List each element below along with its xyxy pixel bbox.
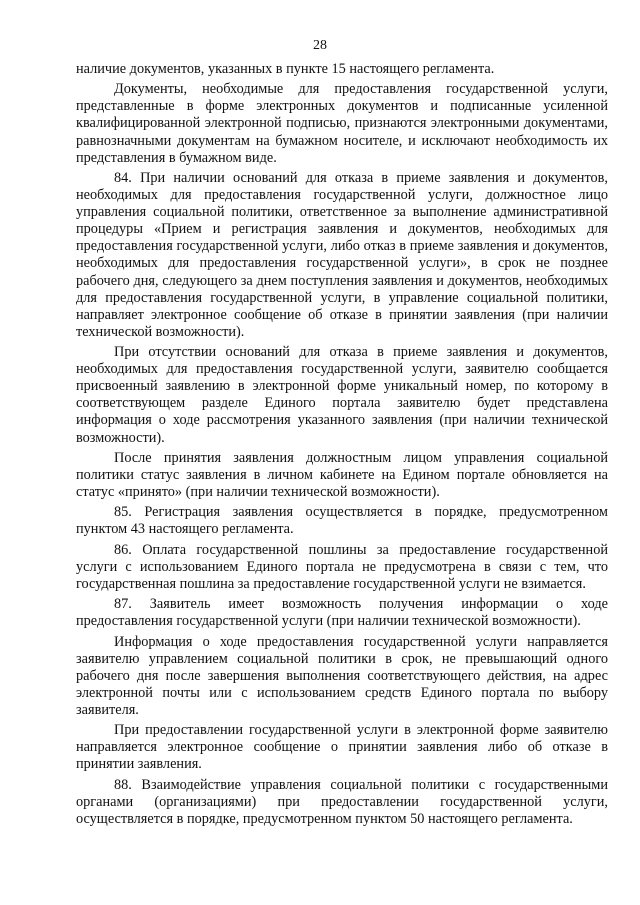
paragraph-status-accepted: После принятия заявления должностным лицом управления социальной политики статус заявления в личном кабинете на Едином портале обновляется на статус «принято» (при наличии технической возможности). bbox=[76, 449, 608, 500]
document-body bbox=[76, 61, 608, 831]
paragraph-electronic-documents: Документы, необходимые для предоставления государственной услуги, представленные в форме электронных документов и подписанные усиленной квалифицированной электронной подписью, признаются электронными документами, равнозначными документам на бумажном носителе, и исключают необходимость их представления в бумажном виде. bbox=[76, 81, 608, 166]
paragraph-88: 88. Взаимодействие управления социальной политики с государственными органами (организациями) при предоставлении государственной услуги, осуществляется в порядке, предусмотренном пунктом 50 настоящего регламента. bbox=[76, 776, 608, 827]
paragraph-continuation: наличие документов, указанных в пункте 15 настоящего регламента. bbox=[76, 61, 495, 77]
paragraph-84: 84. При наличии оснований для отказа в приеме заявления и документов, необходимых для предоставления государственной услуги, должностное лицо управления социальной политики, ответственное за выполнение административной процедуры «Прием и регистрация заявления и документов, необходимых для предоставления государственной услуги, либо отказ в приеме заявления и документов, необходимых для предоставления государственной услуги», в срок не позднее рабочего дня, следующего за днем поступления заявления и документов, необходимых для предоставления государственной услуги, в управление социальной политики, направляет электронное сообщение об отказе в принятии заявления (при наличии технической возможности). bbox=[76, 169, 608, 340]
paragraph-86: 86. Оплата государственной пошлины за предоставление государственной услуги с использованием Единого портала не предусмотрена в связи с тем, что государственная пошлина за предоставление государственной услуги не взимается. bbox=[76, 541, 608, 592]
paragraph-85: 85. Регистрация заявления осуществляется в порядке, предусмотренном пунктом 43 настоящего регламента. bbox=[76, 504, 608, 538]
page-number: 28 bbox=[313, 38, 327, 53]
paragraph-electronic-message: При предоставлении государственной услуги в электронной форме заявителю направляется электронное сообщение о принятии заявления либо об отказе в принятии заявления. bbox=[76, 722, 608, 773]
paragraph-87: 87. Заявитель имеет возможность получения информации о ходе предоставления государственной услуги (при наличии технической возможности). bbox=[76, 596, 608, 630]
paragraph-no-refusal-grounds: При отсутствии оснований для отказа в приеме заявления и документов, необходимых для предоставления государственной услуги, заявителю сообщается присвоенный заявлению в электронной форме уникальный номер, по которому в соответствующем разделе Единого портала заявителю будет представлена информация о ходе рассмотрения указанного заявления (при наличии технической возможности). bbox=[76, 344, 608, 446]
paragraph-progress-info: Информация о ходе предоставления государственной услуги направляется заявителю управлением социальной политики в срок, не превышающий одного рабочего дня после завершения выполнения соответствующего действия, на адрес электронной почты или с использованием средств Единого портала по выбору заявителя. bbox=[76, 633, 608, 718]
